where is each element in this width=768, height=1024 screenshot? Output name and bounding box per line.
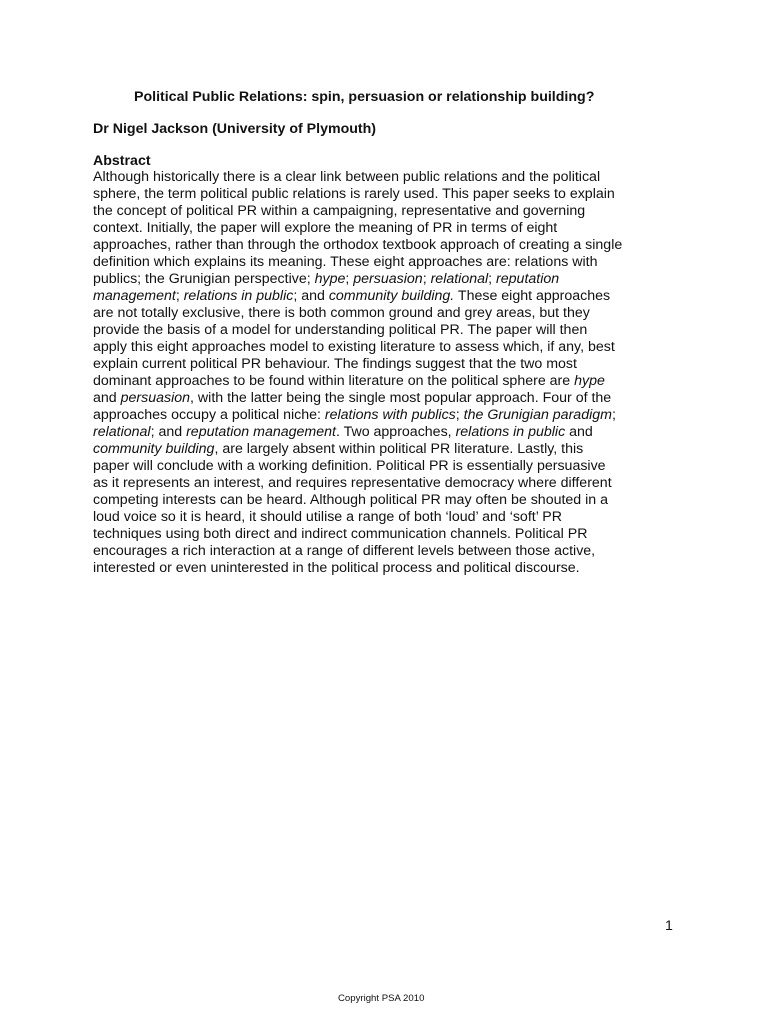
abstract-text: approaches, rather than through the orthodox textbook approach of creating a single — [93, 237, 623, 253]
abstract-text: paper will conclude with a working definition. Political PR is essentially persuasive — [93, 458, 606, 474]
abstract-italic-text: persuasion — [120, 390, 191, 406]
abstract-line — [93, 237, 683, 254]
abstract-italic-text: reputation — [496, 271, 560, 287]
abstract-text: apply this eight approaches model to existing literature to assess which, if any, best — [93, 339, 615, 355]
abstract-text: the concept of political PR within a campaigning, representative and governing — [93, 203, 586, 219]
abstract-text: competing interests can be heard. Although political PR may often be shouted in a — [93, 492, 609, 508]
abstract-line — [93, 203, 683, 220]
abstract-text: and — [565, 424, 593, 440]
abstract-text: are not totally exclusive, there is both common ground and grey areas, but they — [93, 305, 590, 321]
abstract-line — [93, 492, 683, 509]
abstract-text: ; and — [293, 288, 329, 304]
abstract-text: loud voice so it is heard, it should utilise a range of both ‘loud’ and ‘soft’ PR — [93, 509, 562, 525]
abstract-italic-text: community building — [93, 441, 215, 457]
abstract-text: interested or even uninterested in the political process and political discourse. — [93, 560, 580, 576]
abstract-text: provide the basis of a model for understanding political PR. The paper will then — [93, 322, 588, 338]
abstract-line — [93, 475, 683, 492]
paper-title: Political Public Relations: spin, persuasion or relationship building? — [134, 89, 595, 105]
abstract-heading: Abstract — [93, 153, 151, 169]
abstract-text: , are largely absent within political PR literature. Lastly, this — [214, 441, 584, 457]
abstract-body — [93, 169, 683, 577]
abstract-italic-text: relational — [430, 271, 489, 287]
abstract-text: and — [93, 390, 121, 406]
abstract-text: sphere, the term political public relations is rarely used. This paper seeks to explain — [93, 186, 615, 202]
abstract-line — [93, 305, 683, 322]
abstract-text: ; — [422, 271, 431, 287]
abstract-text: ; — [488, 271, 497, 287]
abstract-line — [93, 356, 683, 373]
abstract-line — [93, 373, 683, 390]
abstract-line — [93, 390, 683, 407]
abstract-line — [93, 543, 683, 560]
abstract-line — [93, 407, 683, 424]
abstract-text: explain current political PR behaviour. The findings suggest that the two most — [93, 356, 577, 372]
abstract-italic-text: persuasion — [353, 271, 423, 287]
abstract-italic-text: reputation management — [186, 424, 336, 440]
abstract-italic-text: the Grunigian paradigm — [463, 407, 612, 423]
abstract-line — [93, 254, 683, 271]
abstract-italic-text: hype — [314, 271, 346, 287]
abstract-line — [93, 322, 683, 339]
abstract-italic-text: hype — [574, 373, 605, 389]
abstract-line — [93, 169, 683, 186]
abstract-italic-text: relations in public — [183, 288, 294, 304]
abstract-text: ; — [345, 271, 354, 287]
abstract-text: These eight approaches — [454, 288, 611, 304]
abstract-italic-text: relations with publics — [324, 407, 456, 423]
abstract-text: ; — [455, 407, 464, 423]
abstract-text: , with the latter being the single most popular approach. Four of the — [190, 390, 612, 406]
page-number: 1 — [665, 918, 673, 934]
abstract-text: context. Initially, the paper will explore the meaning of PR in terms of eight — [93, 220, 558, 236]
abstract-text: ; and — [150, 424, 187, 440]
abstract-italic-text: relations in public — [455, 424, 566, 440]
abstract-line — [93, 560, 683, 577]
abstract-line — [93, 458, 683, 475]
abstract-line — [93, 339, 683, 356]
abstract-line — [93, 271, 683, 288]
abstract-text: ; — [175, 288, 184, 304]
abstract-line — [93, 288, 683, 305]
abstract-text: definition which explains its meaning. These eight approaches are: relations with — [93, 254, 598, 270]
abstract-text: as it represents an interest, and requires representative democracy where different — [93, 475, 612, 491]
abstract-text: publics; the Grunigian perspective; — [93, 271, 315, 287]
abstract-line — [93, 526, 683, 543]
abstract-text: dominant approaches to be found within literature on the political sphere are — [93, 373, 575, 389]
abstract-italic-text: community building. — [328, 288, 455, 304]
abstract-line — [93, 424, 683, 441]
abstract-text: ; — [611, 407, 616, 423]
author-line: Dr Nigel Jackson (University of Plymouth) — [93, 121, 377, 137]
abstract-text: encourages a rich interaction at a range of different levels between those active, — [93, 543, 596, 559]
abstract-text: approaches occupy a political niche: — [93, 407, 325, 423]
abstract-line — [93, 186, 683, 203]
abstract-text: . Two approaches, — [335, 424, 456, 440]
abstract-italic-text: management — [93, 288, 176, 304]
abstract-line — [93, 509, 683, 526]
copyright-footer: Copyright PSA 2010 — [338, 993, 425, 1004]
abstract-italic-text: relational — [93, 424, 151, 440]
abstract-text: Although historically there is a clear link between public relations and the political — [93, 169, 601, 185]
abstract-text: techniques using both direct and indirect communication channels. Political PR — [93, 526, 588, 542]
abstract-line — [93, 220, 683, 237]
abstract-line — [93, 441, 683, 458]
